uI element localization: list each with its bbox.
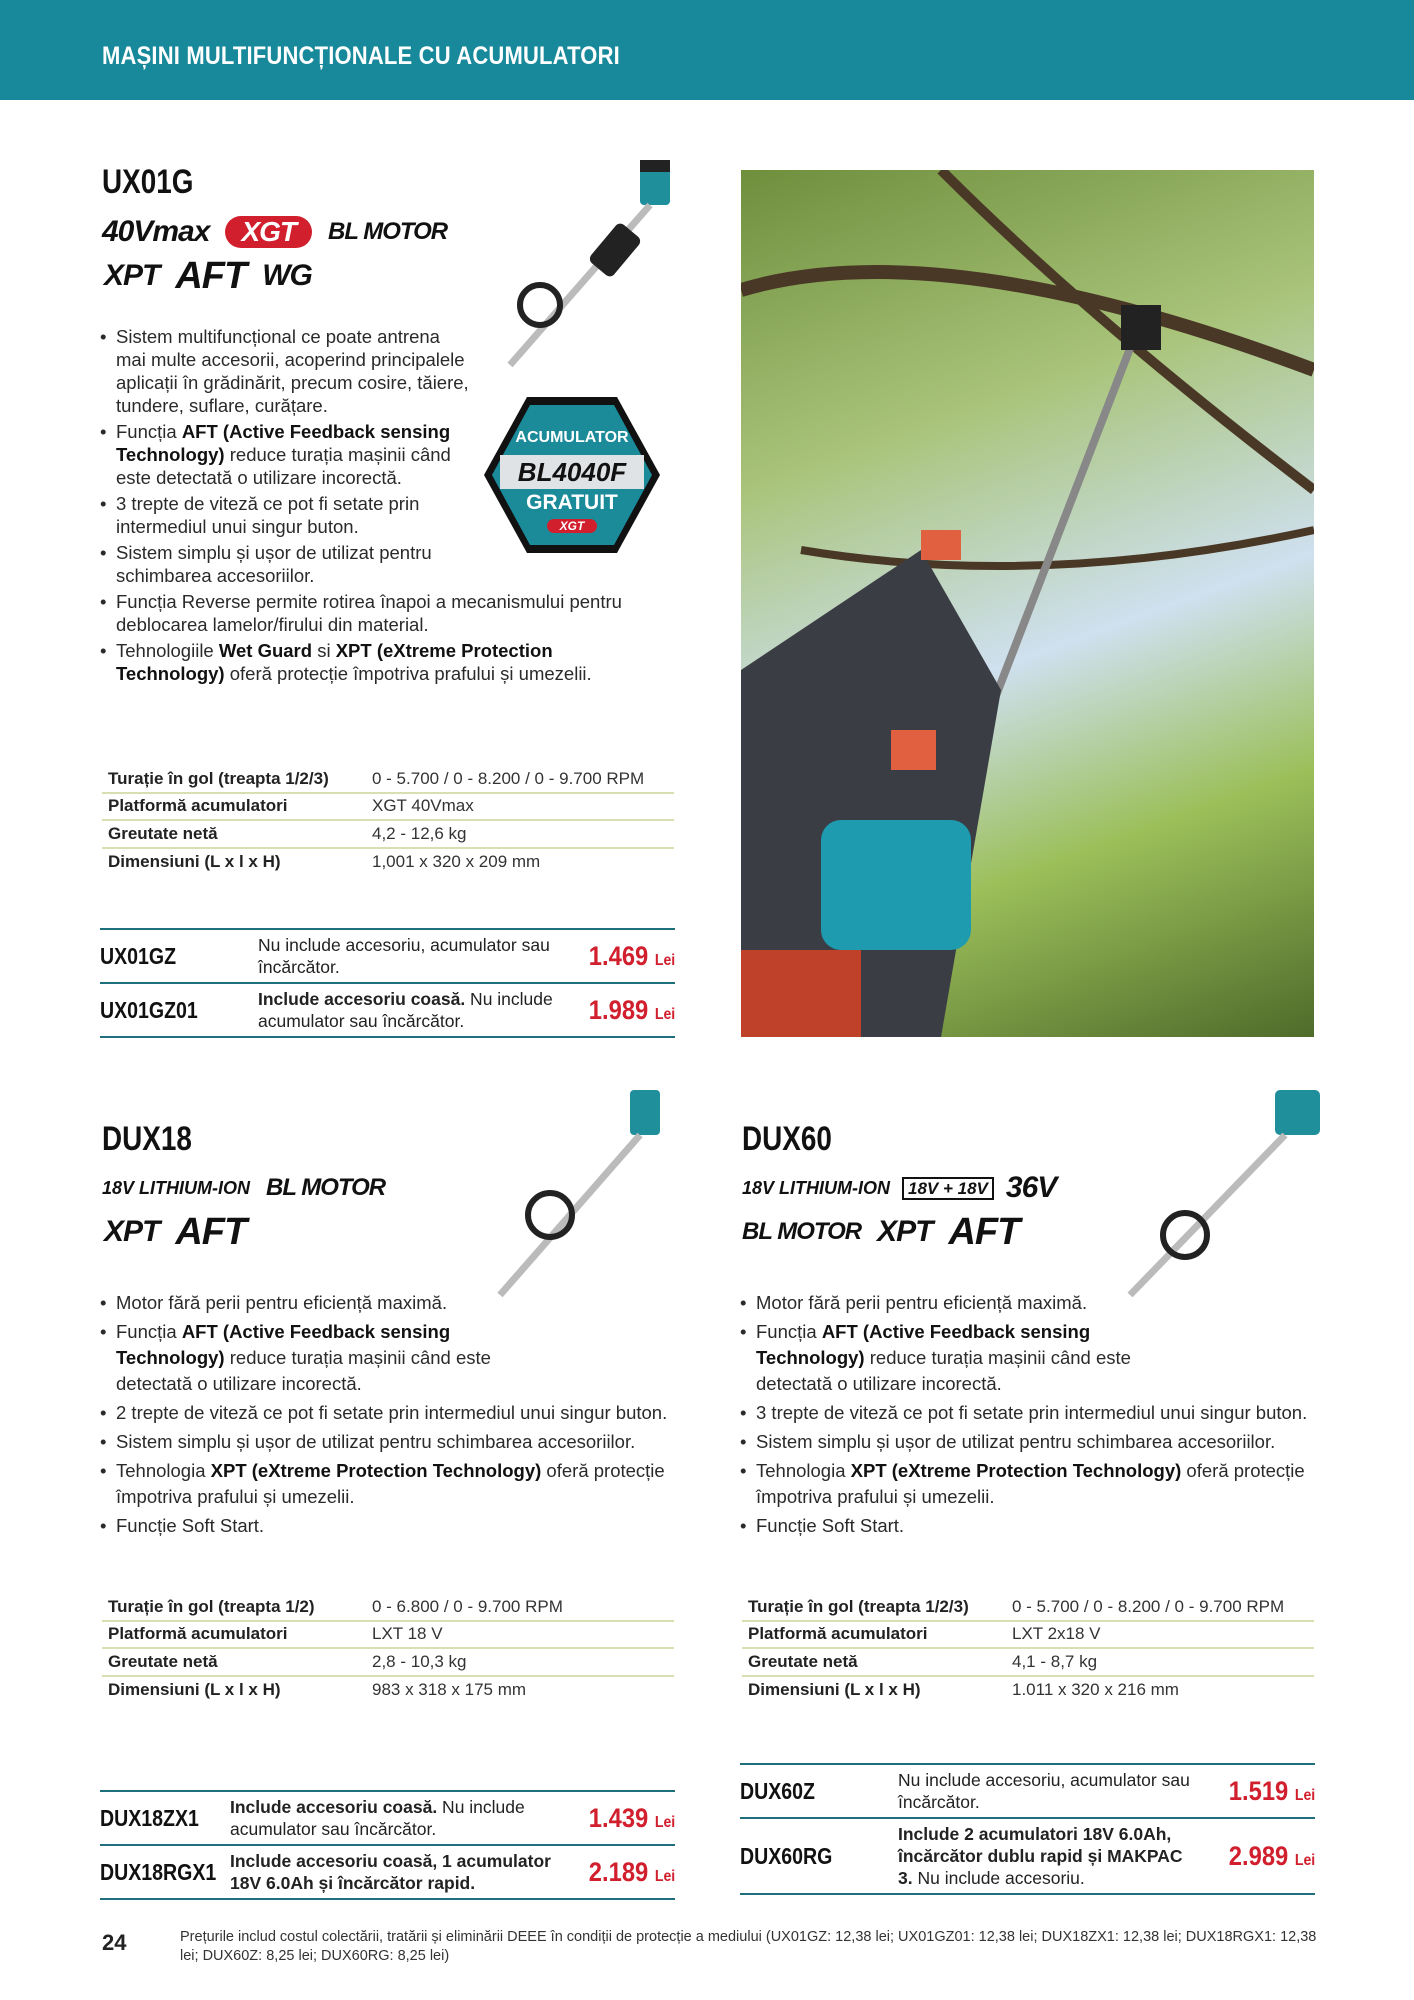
price: 1.519 Lei (1228, 1775, 1315, 1806)
spec-row: Greutate netă 4,2 - 12,6 kg (102, 821, 674, 849)
feature-item: • 2 trepte de viteză ce pot fi setate prin intermediul unui singur buton. (100, 1400, 690, 1426)
ux01g-specs-table (102, 766, 674, 876)
spec-row: Dimensiuni (L x l x H) 1,001 x 320 x 209 mm (108, 852, 541, 872)
dux60-specs-table (742, 1594, 1314, 1704)
logo-aft: AFT (175, 1211, 247, 1253)
dux60-tool-image (1115, 1085, 1325, 1305)
logo-wet-guard: WG (262, 259, 312, 292)
product-title-dux60: DUX60 (742, 1120, 832, 1158)
dux60-logo-row-2 (742, 1212, 1019, 1252)
logo-aft: AFT (948, 1211, 1020, 1253)
dux18-price-table (100, 1790, 675, 1900)
feature-item: • 3 trepte de viteză ce pot fi setate prin intermediul unui singur buton. (100, 492, 430, 538)
ux01g-logo-row-1 (102, 212, 447, 252)
spec-row: Dimensiuni (L x l x H) 1.011 x 320 x 216 mm (748, 1680, 1179, 1700)
feature-item: • Tehnologia XPT (eXtreme Protection Technology) oferă protecție împotriva prafului și umezelii. (100, 1458, 670, 1510)
spec-row: Greutate netă 4,1 - 8,7 kg (742, 1649, 1314, 1677)
free-battery-badge: ACUMULATOR BL4040F GRATUIT XGT (482, 395, 662, 555)
spec-row: Greutate netă 2,8 - 10,3 kg (102, 1649, 674, 1677)
price: 1.989 Lei (588, 994, 675, 1025)
price-row: DUX60RG Include 2 acumulatori 18V 6.0Ah, încărcător dublu rapid și MAKPAC 3. Nu include accesoriu. 2.989 Lei (740, 1819, 1315, 1895)
logo-xgt: XGT (225, 216, 312, 248)
feature-item: • Tehnologiile Wet Guard si XPT (eXtreme Protection Technology) oferă protecție împotriva prafului și umezelii. (100, 639, 640, 685)
logo-40vmax: 40Vmax (102, 215, 210, 248)
feature-item: • Motor fără perii pentru eficiență maximă. (740, 1290, 1330, 1316)
spec-row: Platformă acumulatori XGT 40Vmax (102, 794, 674, 822)
price-row: DUX60Z Nu include accesoriu, acumulator sau încărcător. 1.519 Lei (740, 1765, 1315, 1819)
logo-bl-motor: BL MOTOR (742, 1218, 862, 1245)
spec-row: Dimensiuni (L x l x H) 983 x 318 x 175 mm (108, 1680, 527, 1700)
dux60-logo-row-1 (742, 1168, 1056, 1208)
feature-item: • 3 trepte de viteză ce pot fi setate prin intermediul unui singur buton. (740, 1400, 1330, 1426)
dux18-logo-row-1 (102, 1168, 385, 1208)
price-row: DUX18ZX1 Include accesoriu coasă. Nu include acumulator sau încărcător. 1.439 Lei (100, 1792, 675, 1846)
feature-item: • Funcția AFT (Active Feedback sensing Technology) reduce turația mașinii când este detectată o utilizare incorectă. (100, 1319, 520, 1397)
logo-18v-lithium-ion: 18V LITHIUM-ION (102, 1178, 251, 1198)
price: 2.989 Lei (1228, 1840, 1315, 1871)
footer-note: Prețurile includ costul colectării, tratării și eliminării DEEE în condiții de protecție a mediului (UX01GZ: 12,38 lei; UX01GZ01: 12,38 lei; DUX18ZX1: 12,38 lei; DUX18RGX1: 12,38 lei; DUX60Z: 8,25 lei; DUX60RG: 8,25 lei) (180, 1929, 1317, 1964)
feature-item: • Sistem simplu și ușor de utilizat pentru schimbarea accesoriilor. (740, 1429, 1330, 1455)
price-row: DUX18RGX1 Include accesoriu coasă, 1 acumulator 18V 6.0Ah și încărcător rapid. 2.189 Lei (100, 1846, 675, 1900)
logo-xpt: XPT (877, 1215, 933, 1248)
logo-bl-motor: BL MOTOR (266, 1174, 386, 1201)
product-title-dux18: DUX18 (102, 1120, 192, 1158)
logo-18v-lithium-ion: 18V LITHIUM-ION (742, 1178, 891, 1198)
price: 1.469 Lei (588, 940, 675, 971)
logo-xpt: XPT (104, 1215, 160, 1248)
spec-row: Platformă acumulatori LXT 2x18 V (742, 1622, 1314, 1650)
feature-item: • Sistem simplu și ușor de utilizat pentru schimbarea accesoriilor. (100, 1429, 690, 1455)
price: 2.189 Lei (588, 1856, 675, 1887)
feature-item: • Funcție Soft Start. (740, 1513, 1330, 1539)
ux01g-price-table (100, 928, 675, 1038)
header-title: MAȘINI MULTIFUNCȚIONALE CU ACUMULATORI (102, 42, 620, 70)
dux60-price-table (740, 1763, 1315, 1895)
page-header (0, 0, 1414, 100)
spec-row: Platformă acumulatori LXT 18 V (102, 1622, 674, 1650)
dux18-specs-table (102, 1594, 674, 1704)
logo-18v-plus-18v: 18V + 18V (902, 1177, 994, 1200)
feature-item: • Motor fără perii pentru eficiență maximă. (100, 1290, 690, 1316)
logo-xpt: XPT (104, 259, 160, 292)
price-row: UX01GZ01 Include accesoriu coasă. Nu include acumulator sau încărcător. 1.989 Lei (100, 984, 675, 1038)
dux18-tool-image (480, 1085, 680, 1305)
price-row: UX01GZ Nu include accesoriu, acumulator sau încărcător. 1.469 Lei (100, 930, 675, 984)
feature-item: • Tehnologia XPT (eXtreme Protection Technology) oferă protecție împotriva prafului și umezelii. (740, 1458, 1310, 1510)
dux60-features (740, 1290, 1330, 1542)
logo-36v: 36V (1005, 1171, 1057, 1204)
feature-item: • Funcția AFT (Active Feedback sensing Technology) reduce turația mașinii când este detectată o utilizare incorectă. (740, 1319, 1160, 1397)
feature-item: • Sistem simplu și ușor de utilizat pentru schimbarea accesoriilor. (100, 541, 440, 587)
dux18-features (100, 1290, 690, 1542)
spec-row: Turație în gol (treapta 1/2/3) 0 - 5.700 / 0 - 8.200 / 0 - 9.700 RPM (742, 1594, 1314, 1622)
product-photo-pruning-tree (741, 170, 1314, 1037)
dux18-logo-row-2 (104, 1212, 246, 1252)
logo-bl-motor: BL MOTOR (328, 218, 448, 245)
feature-item: • Funcție Soft Start. (100, 1513, 690, 1539)
logo-aft: AFT (175, 255, 247, 297)
price: 1.439 Lei (588, 1802, 675, 1833)
feature-item: • Funcția AFT (Active Feedback sensing Technology) reduce turația mașinii când este detectată o utilizare incorectă. (100, 420, 470, 489)
ux01g-logo-row-2 (104, 256, 312, 296)
product-title-ux01g: UX01G (102, 163, 194, 201)
spec-row: Turație în gol (treapta 1/2) 0 - 6.800 / 0 - 9.700 RPM (102, 1594, 674, 1622)
feature-item: • Funcția Reverse permite rotirea înapoi a mecanismului pentru deblocarea lamelor/firului din material. (100, 590, 640, 636)
spec-row: Turație în gol (treapta 1/2/3) 0 - 5.700 / 0 - 8.200 / 0 - 9.700 RPM (102, 766, 674, 794)
feature-item: • Sistem multifuncțional ce poate antrena mai multe accesorii, acoperind principalele aplicații în grădinărit, precum cosire, tăiere, tundere, suflare, curățare. (100, 325, 470, 417)
page-number: 24 (102, 1930, 127, 1955)
